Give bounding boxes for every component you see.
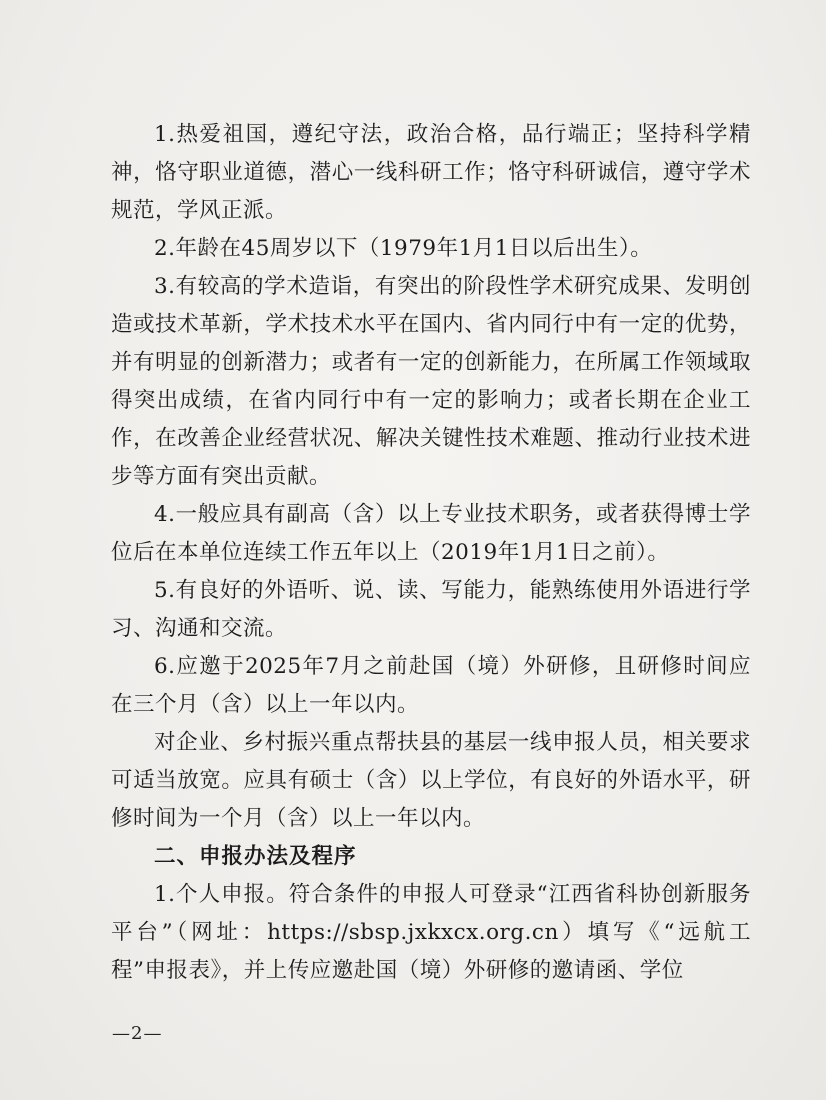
- paragraph-criterion-5: 5.有良好的外语听、说、读、写能力，能熟练使用外语进行学习、沟通和交流。: [111, 578, 751, 641]
- paragraph-criterion-4: 4.一般应具有副高（含）以上专业技术职务，或者获得博士学位后在本单位连续工作五年以上（2019年1月1日之前）。: [111, 502, 751, 565]
- paragraph-relaxation-note: 对企业、乡村振兴重点帮扶县的基层一线申报人员，相关要求可适当放宽。应具有硕士（含）以上学位，有良好的外语水平，研修时间为一个月（含）以上一年以内。: [111, 730, 751, 831]
- page-number: —2—: [112, 1023, 163, 1044]
- paragraph-criterion-1: 1.热爱祖国，遵纪守法，政治合格，品行端正；坚持科学精神，恪守职业道德，潜心一线科研工作；恪守科研诚信，遵守学术规范，学风正派。: [111, 122, 751, 223]
- paragraph-criterion-6: 6.应邀于2025年7月之前赴国（境）外研修，且研修时间应在三个月（含）以上一年以内。: [111, 654, 751, 717]
- paragraph-criterion-3: 3.有较高的学术造诣，有突出的阶段性学术研究成果、发明创造或技术革新，学术技术水平在国内、省内同行中有一定的优势，并有明显的创新潜力；或者有一定的创新能力，在所属工作领域取得突出成绩，在省内同行中有一定的影响力；或者长期在企业工作，在改善企业经营状况、解决关键性技术难题、推动行业技术进步等方面有突出贡献。: [111, 274, 751, 489]
- document-body: [111, 116, 751, 990]
- section-heading-procedure: 二、申报办法及程序: [154, 844, 357, 869]
- paragraph-criterion-2: 2.年龄在45周岁以下（1979年1月1日以后出生）。: [154, 236, 653, 261]
- paragraph-procedure-1: 1.个人申报。符合条件的申报人可登录“江西省科协创新服务平台”（网址：https://sbsp.jxkxcx.org.cn）填写《“远航工程”申报表》，并上传应邀赴国（境）外研修的邀请函、学位: [111, 882, 751, 983]
